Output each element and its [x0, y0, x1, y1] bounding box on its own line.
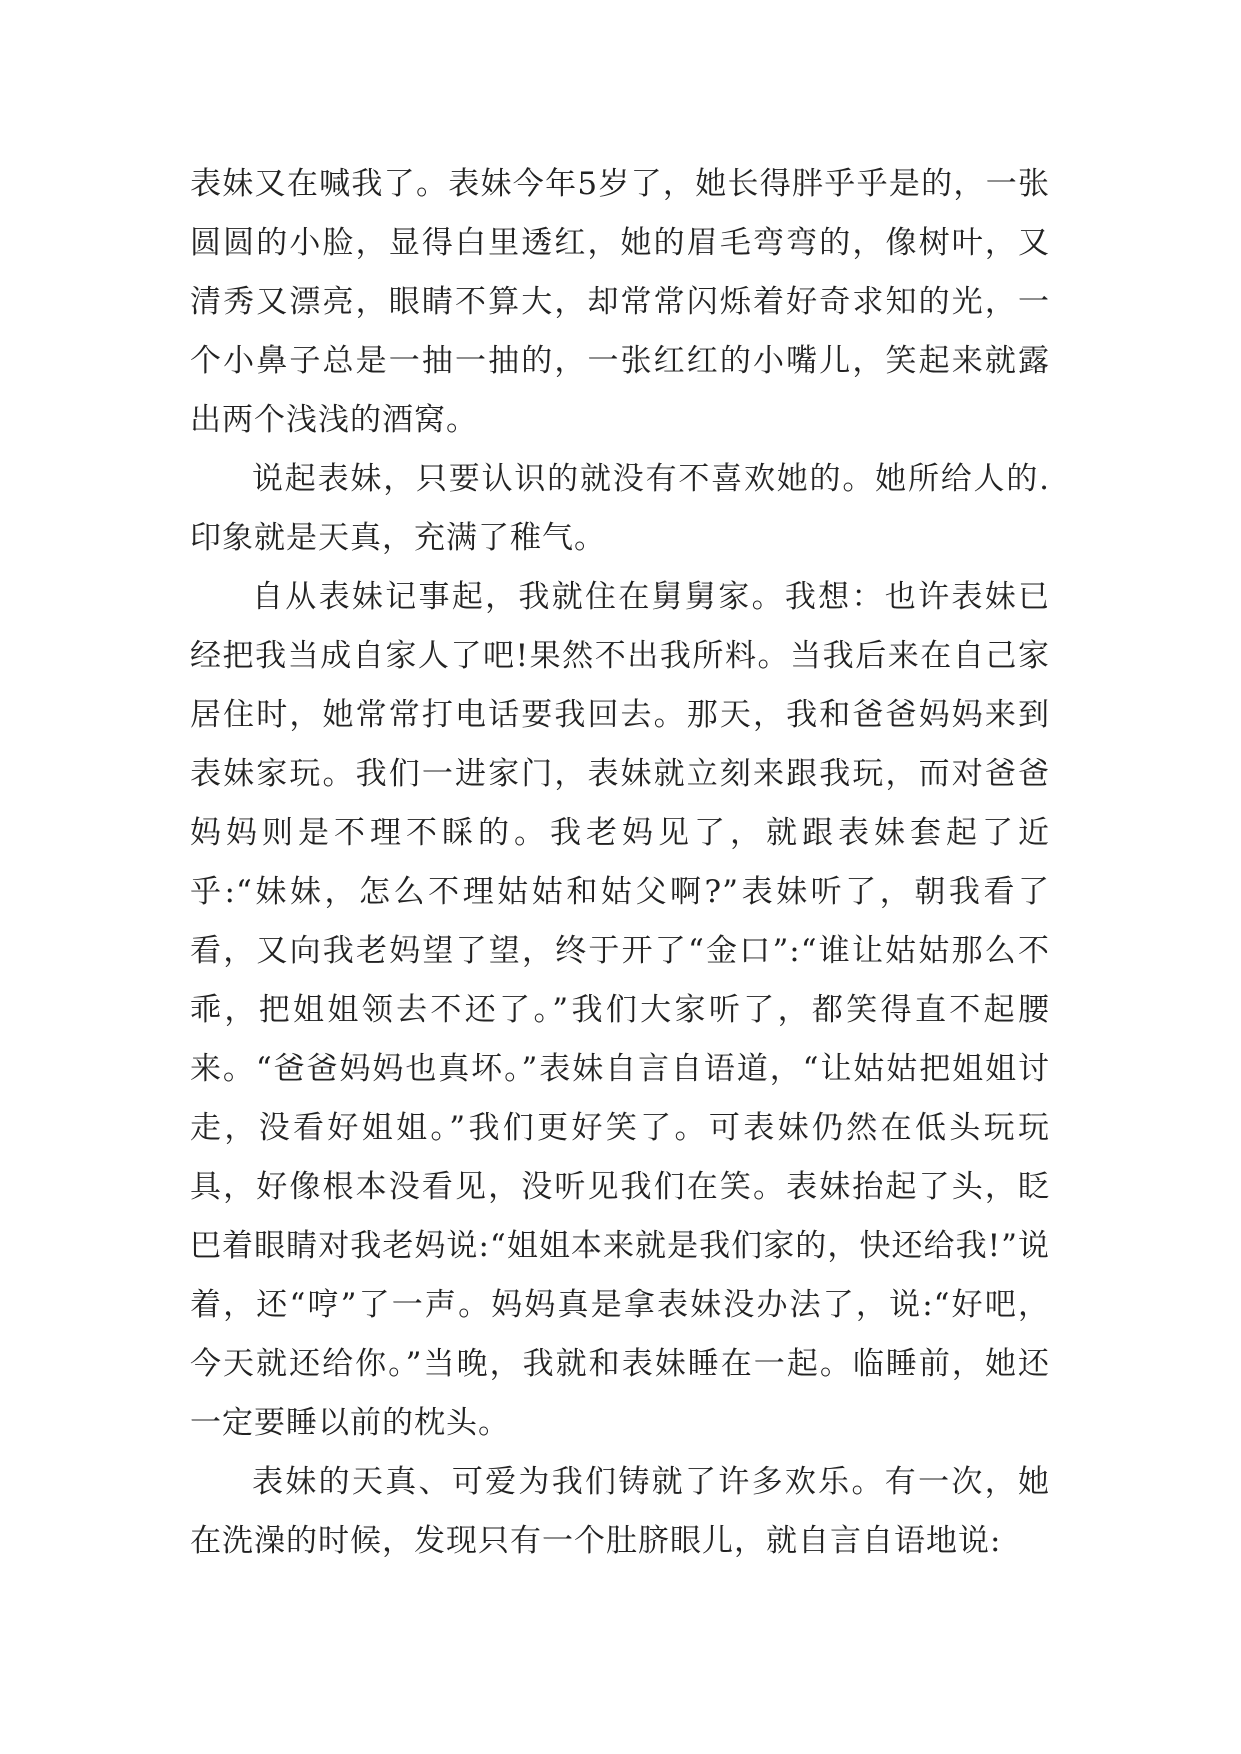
paragraph-1: 表妹又在喊我了。表妹今年5岁了，她长得胖乎乎是的，一张圆圆的小脸，显得白里透红，她的眉毛弯弯的，像树叶，又清秀又漂亮，眼睛不算大，却常常闪烁着好奇求知的光，一个小鼻子总是一抽一抽的，一张红红的小嘴儿，笑起来就露出两个浅浅的酒窝。 [190, 166, 1050, 438]
paragraph-3: 自从表妹记事起，我就住在舅舅家。我想：也许表妹已经把我当成自家人了吧!果然不出我所料。当我后来在自己家居住时，她常常打电话要我回去。那天，我和爸爸妈妈来到表妹家玩。我们一进家门，表妹就立刻来跟我玩，而对爸爸妈妈则是不理不睬的。我老妈见了，就跟表妹套起了近乎:“妹妹，怎么不理姑姑和姑父啊?”表妹听了，朝我看了看，又向我老妈望了望，终于开了“金口”:“谁让姑姑那么不乖，把姐姐领去不还了。”我们大家听了，都笑得直不起腰来。“爸爸妈妈也真坏。”表妹自言自语道，“让姑姑把姐姐讨走，没看好姐姐。”我们更好笑了。可表妹仍然在低头玩玩具，好像根本没看见，没听见我们在笑。表妹抬起了头，眨巴着眼睛对我老妈说:“姐姐本来就是我们家的，快还给我!”说着，还“哼”了一声。妈妈真是拿表妹没办法了，说:“好吧，今天就还给你。”当晚，我就和表妹睡在一起。临睡前，她还一定要睡以前的枕头。 [190, 579, 1050, 1441]
paragraph-2: 说起表妹，只要认识的就没有不喜欢她的。她所给人的.印象就是天真，充满了稚气。 [190, 461, 1050, 556]
document-body [190, 155, 1050, 1571]
paragraph-4: 表妹的天真、可爱为我们铸就了许多欢乐。有一次，她在洗澡的时候，发现只有一个肚脐眼儿，就自言自语地说: [190, 1464, 1050, 1559]
